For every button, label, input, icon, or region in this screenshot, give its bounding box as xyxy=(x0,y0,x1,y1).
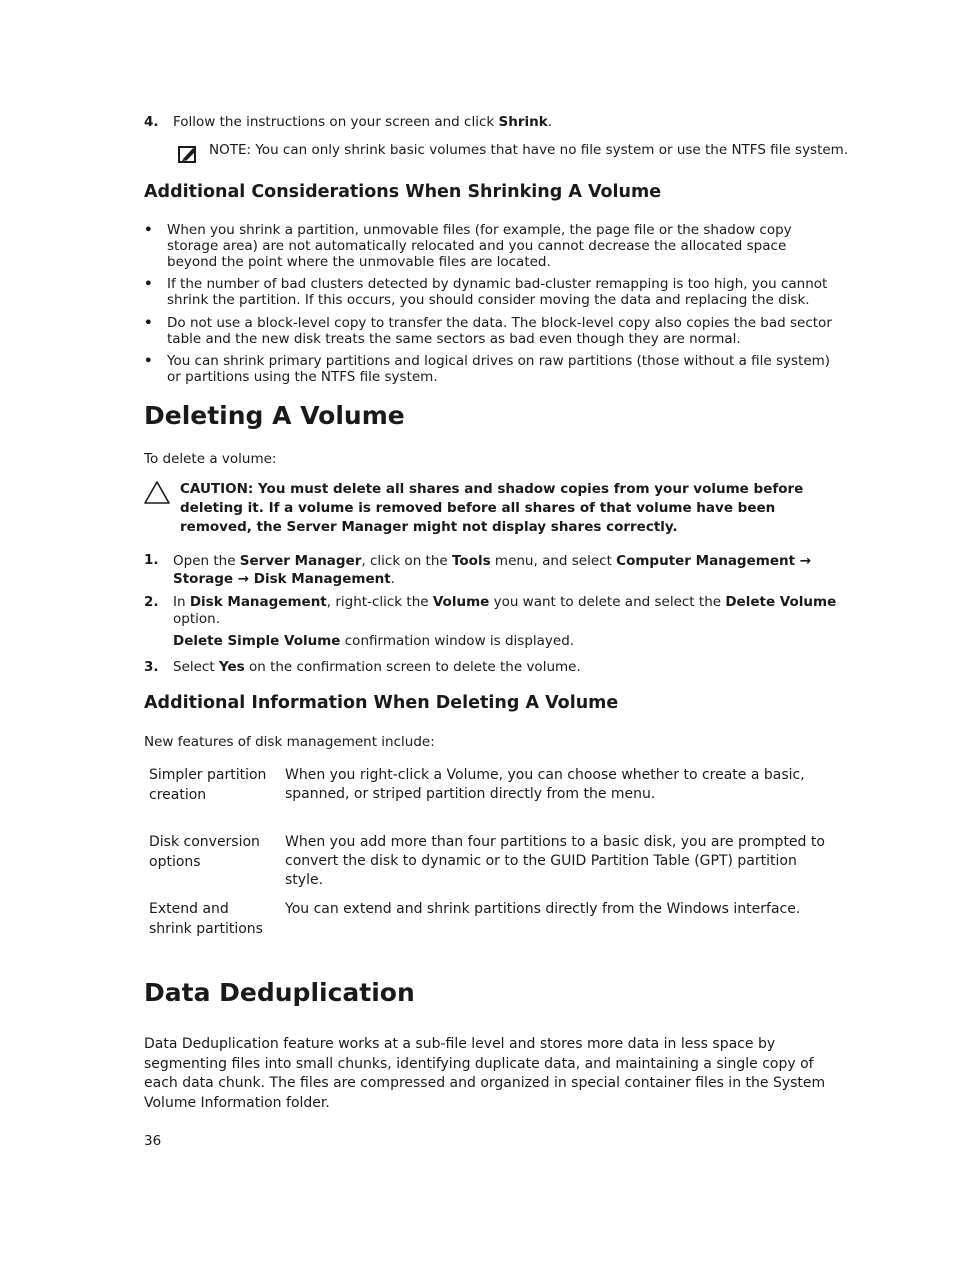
list-item: If the number of bad clusters detected by dynamic bad-cluster remapping is too high, you cannot shrink the partition. If this occurs, you should consider moving the data and replacing the disk. xyxy=(167,276,828,308)
feature-description: You can extend and shrink partitions directly from the Windows interface. xyxy=(285,901,801,917)
additional-info-intro: New features of disk management include: xyxy=(144,734,435,750)
step-text: Follow the instructions on your screen and click Shrink. xyxy=(173,114,553,130)
list-item: You can shrink primary partitions and logical drives on raw partitions (those without a file system) or partitions using the NTFS file system. xyxy=(167,353,831,385)
pencil-note-icon xyxy=(177,143,199,165)
section-heading-shrink: Additional Considerations When Shrinking A Volume xyxy=(144,182,662,202)
page-title-deleting-volume: Deleting A Volume xyxy=(144,401,405,430)
bullet-marker: • xyxy=(144,315,153,331)
step-1-text: Open the Server Manager, click on the Tools menu, and select Computer Management → Storage → Disk Management. xyxy=(173,553,812,587)
warning-triangle-icon xyxy=(143,480,171,505)
section-heading-additional-info: Additional Information When Deleting A Volume xyxy=(144,693,619,713)
step-2-subtext: Delete Simple Volume confirmation window is displayed. xyxy=(173,633,575,649)
feature-description: When you add more than four partitions to a basic disk, you are prompted to convert the disk to dynamic or to the GUID Partition Table (GPT) partition style. xyxy=(285,834,825,888)
step-number: 4. xyxy=(144,114,159,130)
list-item: Do not use a block-level copy to transfer the data. The block-level copy also copies the bad sector table and the new disk treats the same sectors as bad even though they are normal. xyxy=(167,315,832,347)
step-number: 3. xyxy=(144,659,159,675)
note-text: NOTE: You can only shrink basic volumes that have no file system or use the NTFS file system. xyxy=(209,142,849,158)
step-3-text: Select Yes on the confirmation screen to delete the volume. xyxy=(173,659,581,675)
caution-text: CAUTION: You must delete all shares and shadow copies from your volume before deleting it. If a volume is removed before all shares of that volume have been removed, the Server Manager might not display shares correctly. xyxy=(180,481,804,535)
step-number: 1. xyxy=(144,552,159,568)
bullet-marker: • xyxy=(144,276,153,292)
deleting-intro: To delete a volume: xyxy=(144,451,277,467)
bullet-marker: • xyxy=(144,222,153,238)
bullet-marker: • xyxy=(144,353,153,369)
page-number: 36 xyxy=(144,1133,162,1149)
dedup-paragraph: Data Deduplication feature works at a sub-file level and stores more data in less space by segmenting files into small chunks, identifying duplicate data, and maintaining a single copy of each data chunk. The files are compressed and organized in special container files in the System Volume Information folder. xyxy=(144,1036,826,1111)
step-number: 2. xyxy=(144,594,159,610)
step-2-text: In Disk Management, right-click the Volume you want to delete and select the Delete Volume option. xyxy=(173,594,837,627)
feature-term: Disk conversion options xyxy=(149,834,260,870)
page-title-data-deduplication: Data Deduplication xyxy=(144,978,415,1007)
feature-term: Simpler partition creation xyxy=(149,767,267,803)
feature-description: When you right-click a Volume, you can choose whether to create a basic, spanned, or striped partition directly from the menu. xyxy=(285,767,805,802)
shrink-bold: Shrink xyxy=(498,114,548,130)
feature-term: Extend and shrink partitions xyxy=(149,901,263,937)
list-item: When you shrink a partition, unmovable files (for example, the page file or the shadow copy storage area) are not automatically relocated and you cannot decrease the allocated space beyond the point where the unmovable files are located. xyxy=(167,222,792,270)
